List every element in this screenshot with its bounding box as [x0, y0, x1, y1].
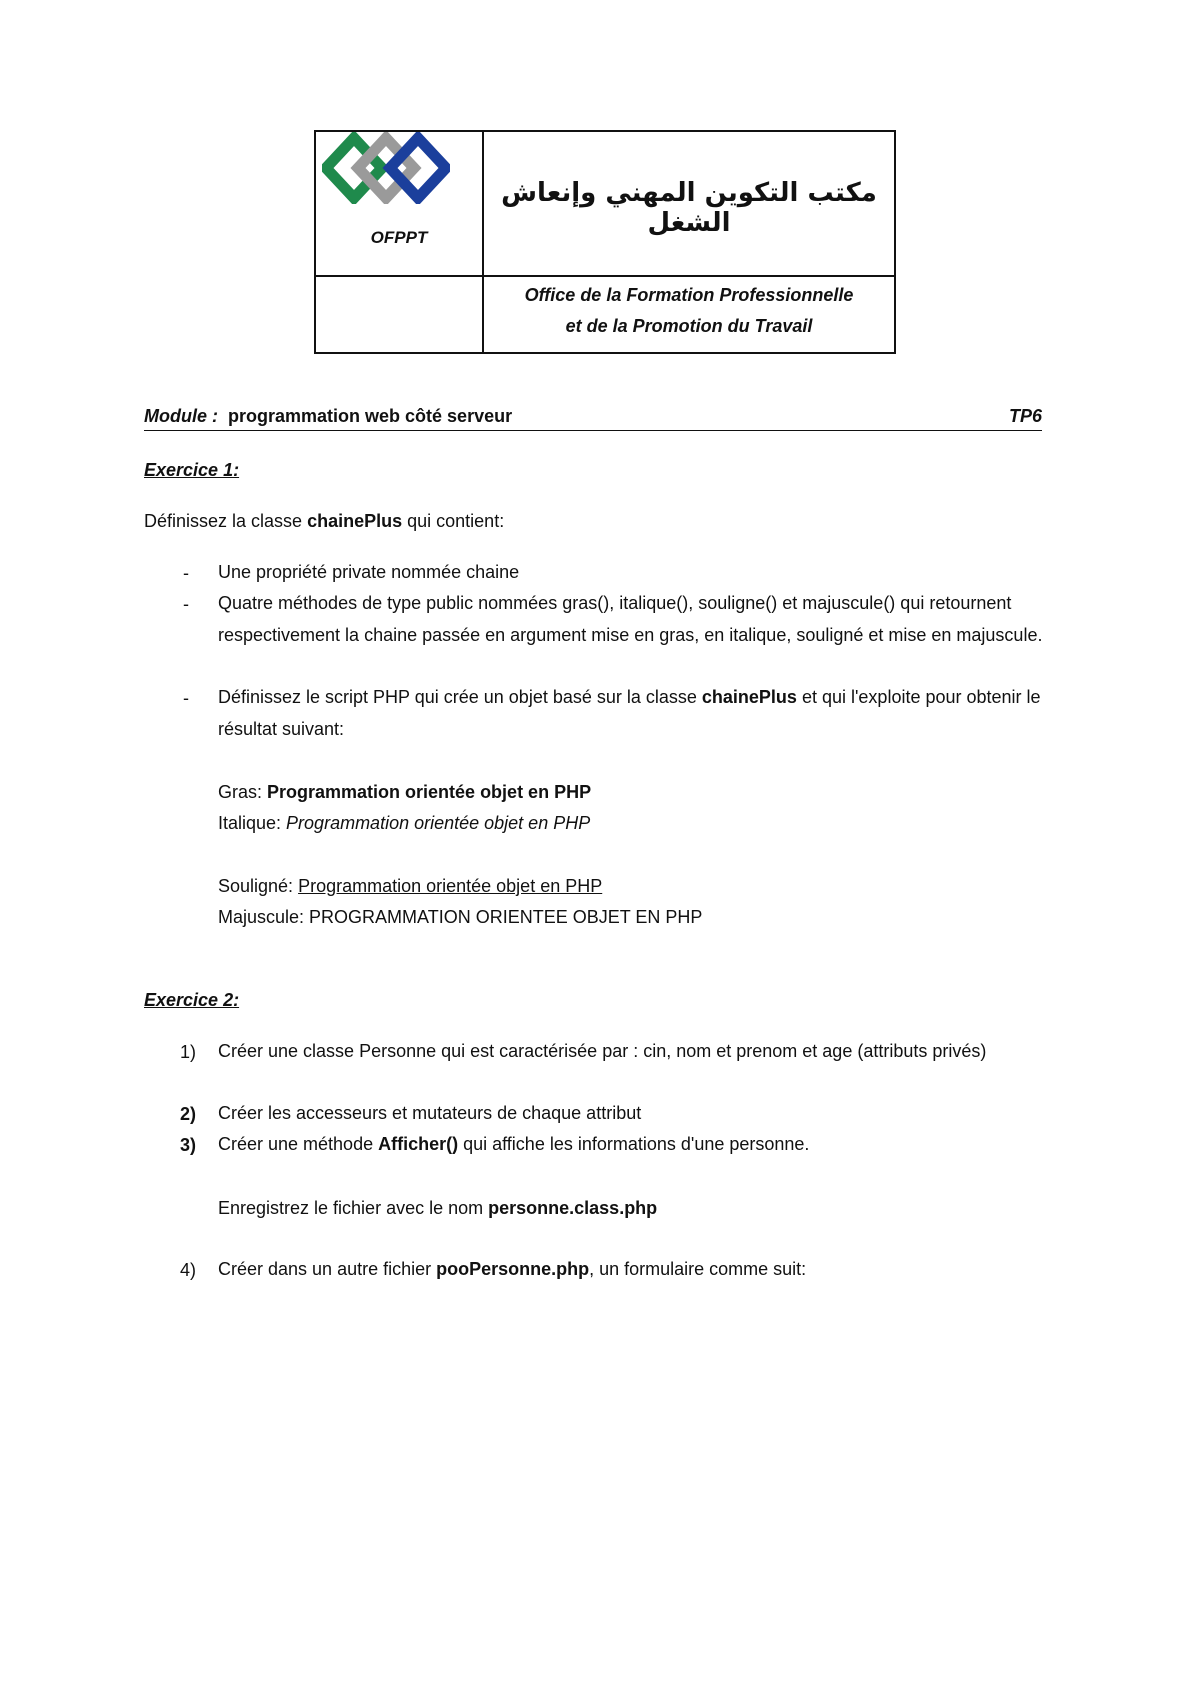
ofppt-logo-icon — [322, 132, 450, 204]
save-instruction: Enregistrez le fichier avec le nom personne.class.php — [218, 1198, 658, 1218]
bullet-dash: - — [183, 688, 189, 708]
class-name: chainePlus — [307, 511, 403, 531]
exercise-1-intro: Définissez la classe chainePlus qui contient: — [144, 511, 505, 531]
item-number: 3) — [180, 1135, 197, 1155]
bullet-item-2: Quatre méthodes de type public nommées gras(), italique(), souligne() et majuscule() qui retournent respectivement la chaine passée en argument mise en gras, en italique, souligné et mise en majuscule. — [218, 593, 1043, 645]
exercise-2-item-4: Créer dans un autre fichier pooPersonne.php, un formulaire comme suit: — [218, 1259, 807, 1279]
bullet-item-1: Une propriété private nommée chaine — [218, 562, 520, 582]
result-gras: Gras: Programmation orientée objet en PHP — [218, 782, 592, 802]
office-name — [484, 280, 894, 342]
exercise-2-item-1: Créer une classe Personne qui est caractérisée par : cin, nom et prenom et age (attributs privés) — [218, 1041, 987, 1061]
module-heading — [144, 404, 1042, 431]
tp-number: TP6 — [1008, 406, 1042, 426]
office-line-1: Office de la Formation Professionnelle — [524, 285, 854, 305]
header-table — [314, 130, 896, 354]
exercise-2-title: Exercice 2: — [144, 990, 240, 1010]
bullet-dash: - — [183, 563, 189, 583]
module-title: programmation web côté serveur — [228, 406, 513, 426]
module-label: Module : — [144, 406, 218, 426]
item-number: 1) — [180, 1042, 197, 1062]
exercise-1-title: Exercice 1: — [144, 460, 240, 480]
file-name: personne.class.php — [488, 1198, 658, 1218]
result-majuscule: Majuscule: PROGRAMMATION ORIENTEE OBJET EN PHP — [218, 907, 703, 927]
office-line-2: et de la Promotion du Travail — [565, 316, 813, 336]
exercise-2-item-2: Créer les accesseurs et mutateurs de chaque attribut — [218, 1103, 642, 1123]
item-number: 4) — [180, 1260, 197, 1280]
result-italique: Italique: Programmation orientée objet en PHP — [218, 813, 591, 833]
logo-text: OFPPT — [370, 228, 428, 247]
result-souligne: Souligné: Programmation orientée objet en PHP — [218, 876, 603, 896]
bullet-dash: - — [183, 594, 189, 614]
bullet-item-3: Définissez le script PHP qui crée un objet basé sur la classe chainePlus et qui l'exploite pour obtenir le résultat suivant: — [218, 687, 1041, 739]
item-number: 2) — [180, 1104, 197, 1124]
exercise-2-item-3: Créer une méthode Afficher() qui affiche les informations d'une personne. — [218, 1134, 810, 1154]
table-divider-horizontal — [316, 275, 894, 277]
arabic-institution-name: مكتب التكوين المهني وإنعاش الشغل — [501, 178, 877, 238]
